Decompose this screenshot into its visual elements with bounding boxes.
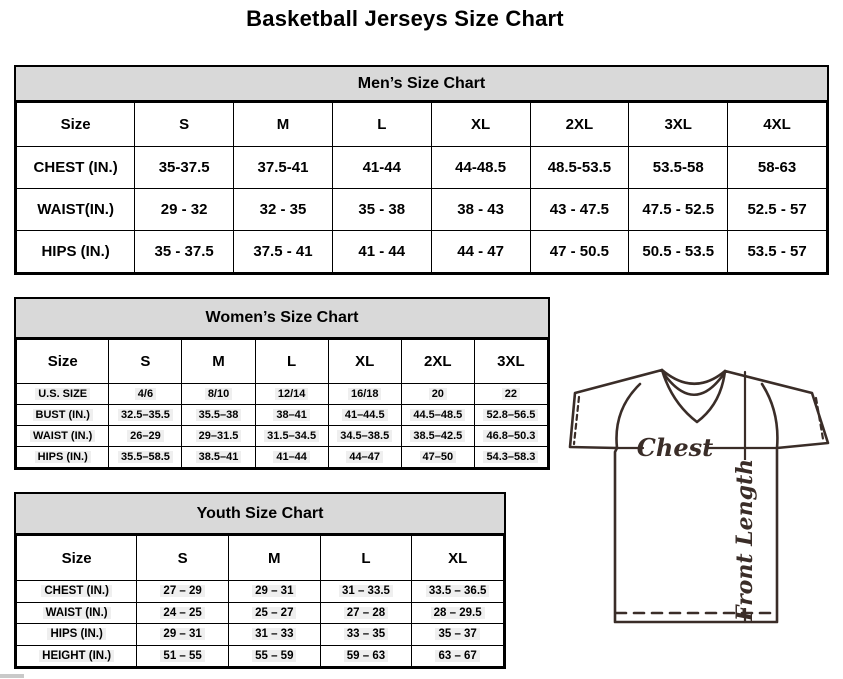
mens-table bbox=[16, 102, 827, 273]
youth-size-value: 55 – 59 bbox=[228, 645, 320, 667]
mens-size-value: 47.5 - 52.5 bbox=[629, 189, 728, 231]
youth-column-header: S bbox=[137, 536, 229, 581]
youth-row-label: CHEST (IN.) bbox=[17, 581, 137, 603]
mens-size-value: 58-63 bbox=[728, 147, 827, 189]
youth-measurement-row bbox=[17, 581, 504, 603]
womens-size-value: 12/14 bbox=[255, 384, 328, 405]
womens-size-value: 38–41 bbox=[255, 405, 328, 426]
womens-size-value: 44–47 bbox=[328, 447, 401, 468]
womens-column-header: L bbox=[255, 340, 328, 384]
front-length-label: Front Length bbox=[732, 458, 758, 622]
youth-measurement-row bbox=[17, 602, 504, 624]
mens-column-header: XL bbox=[431, 103, 530, 147]
womens-chart-title: Women’s Size Chart bbox=[16, 299, 548, 339]
womens-size-value: 34.5–38.5 bbox=[328, 426, 401, 447]
womens-column-header: XL bbox=[328, 340, 401, 384]
mens-size-value: 29 - 32 bbox=[135, 189, 234, 231]
youth-size-value: 35 – 37 bbox=[412, 624, 504, 646]
mens-size-chart bbox=[14, 65, 829, 275]
jersey-measurement-diagram bbox=[556, 360, 842, 642]
youth-size-value: 27 – 28 bbox=[320, 602, 412, 624]
right-cuff-dashed-line bbox=[816, 398, 823, 439]
horizontal-scrollbar-thumb[interactable] bbox=[0, 674, 24, 678]
youth-column-header: XL bbox=[412, 536, 504, 581]
youth-size-value: 59 – 63 bbox=[320, 645, 412, 667]
mens-measurement-row bbox=[17, 147, 827, 189]
womens-row-label: BUST (IN.) bbox=[17, 405, 109, 426]
mens-column-header: L bbox=[332, 103, 431, 147]
mens-size-value: 47 - 50.5 bbox=[530, 231, 629, 273]
youth-size-chart bbox=[14, 492, 506, 669]
mens-size-value: 35-37.5 bbox=[135, 147, 234, 189]
womens-size-value: 41–44 bbox=[255, 447, 328, 468]
womens-column-header: Size bbox=[17, 340, 109, 384]
womens-column-header: 2XL bbox=[401, 340, 474, 384]
mens-row-label: CHEST (IN.) bbox=[17, 147, 135, 189]
youth-column-header: M bbox=[228, 536, 320, 581]
womens-size-value: 46.8–50.3 bbox=[474, 426, 547, 447]
womens-size-value: 35.5–38 bbox=[182, 405, 255, 426]
youth-measurement-row bbox=[17, 624, 504, 646]
mens-column-header: 2XL bbox=[530, 103, 629, 147]
youth-header-row bbox=[17, 536, 504, 581]
womens-size-value: 38.5–41 bbox=[182, 447, 255, 468]
mens-size-value: 48.5-53.5 bbox=[530, 147, 629, 189]
mens-size-value: 37.5-41 bbox=[234, 147, 333, 189]
womens-size-value: 54.3–58.3 bbox=[474, 447, 547, 468]
mens-size-value: 35 - 37.5 bbox=[135, 231, 234, 273]
youth-size-value: 28 – 29.5 bbox=[412, 602, 504, 624]
womens-column-header: M bbox=[182, 340, 255, 384]
youth-table bbox=[16, 535, 504, 667]
womens-size-value: 52.8–56.5 bbox=[474, 405, 547, 426]
mens-size-value: 37.5 - 41 bbox=[234, 231, 333, 273]
womens-size-value: 38.5–42.5 bbox=[401, 426, 474, 447]
womens-size-value: 29–31.5 bbox=[182, 426, 255, 447]
womens-size-value: 35.5–58.5 bbox=[109, 447, 182, 468]
mens-size-value: 52.5 - 57 bbox=[728, 189, 827, 231]
mens-size-value: 41 - 44 bbox=[332, 231, 431, 273]
mens-column-header: 4XL bbox=[728, 103, 827, 147]
youth-size-value: 63 – 67 bbox=[412, 645, 504, 667]
mens-measurement-row bbox=[17, 231, 827, 273]
womens-row-label: HIPS (IN.) bbox=[17, 447, 109, 468]
womens-size-chart bbox=[14, 297, 550, 470]
youth-size-value: 29 – 31 bbox=[228, 581, 320, 603]
mens-chart-title: Men’s Size Chart bbox=[16, 67, 827, 102]
womens-size-value: 22 bbox=[474, 384, 547, 405]
womens-size-value: 31.5–34.5 bbox=[255, 426, 328, 447]
mens-size-value: 41-44 bbox=[332, 147, 431, 189]
mens-size-value: 32 - 35 bbox=[234, 189, 333, 231]
youth-size-value: 33 – 35 bbox=[320, 624, 412, 646]
mens-header-row bbox=[17, 103, 827, 147]
jersey-outline bbox=[570, 370, 828, 622]
youth-column-header: L bbox=[320, 536, 412, 581]
youth-row-label: WAIST (IN.) bbox=[17, 602, 137, 624]
mens-size-value: 38 - 43 bbox=[431, 189, 530, 231]
womens-size-value: 4/6 bbox=[109, 384, 182, 405]
mens-column-header: Size bbox=[17, 103, 135, 147]
mens-column-header: 3XL bbox=[629, 103, 728, 147]
womens-header-row bbox=[17, 340, 548, 384]
womens-size-value: 41–44.5 bbox=[328, 405, 401, 426]
womens-size-value: 47–50 bbox=[401, 447, 474, 468]
womens-column-header: S bbox=[109, 340, 182, 384]
youth-row-label: HEIGHT (IN.) bbox=[17, 645, 137, 667]
womens-size-value: 8/10 bbox=[182, 384, 255, 405]
mens-size-value: 53.5-58 bbox=[629, 147, 728, 189]
womens-measurement-row bbox=[17, 405, 548, 426]
mens-size-value: 43 - 47.5 bbox=[530, 189, 629, 231]
youth-size-value: 51 – 55 bbox=[137, 645, 229, 667]
page-title: Basketball Jerseys Size Chart bbox=[246, 6, 564, 31]
youth-size-value: 31 – 33 bbox=[228, 624, 320, 646]
youth-chart-title: Youth Size Chart bbox=[16, 494, 504, 535]
womens-size-value: 32.5–35.5 bbox=[109, 405, 182, 426]
youth-size-value: 33.5 – 36.5 bbox=[412, 581, 504, 603]
womens-size-value: 44.5–48.5 bbox=[401, 405, 474, 426]
youth-size-value: 27 – 29 bbox=[137, 581, 229, 603]
womens-measurement-row bbox=[17, 384, 548, 405]
youth-column-header: Size bbox=[17, 536, 137, 581]
womens-table bbox=[16, 339, 548, 468]
womens-measurement-row bbox=[17, 426, 548, 447]
youth-size-value: 31 – 33.5 bbox=[320, 581, 412, 603]
youth-size-value: 25 – 27 bbox=[228, 602, 320, 624]
womens-size-value: 26–29 bbox=[109, 426, 182, 447]
mens-size-value: 53.5 - 57 bbox=[728, 231, 827, 273]
youth-size-value: 29 – 31 bbox=[137, 624, 229, 646]
womens-row-label: WAIST (IN.) bbox=[17, 426, 109, 447]
mens-size-value: 35 - 38 bbox=[332, 189, 431, 231]
youth-size-value: 24 – 25 bbox=[137, 602, 229, 624]
womens-size-value: 20 bbox=[401, 384, 474, 405]
womens-column-header: 3XL bbox=[474, 340, 547, 384]
mens-measurement-row bbox=[17, 189, 827, 231]
mens-row-label: HIPS (IN.) bbox=[17, 231, 135, 273]
womens-size-value: 16/18 bbox=[328, 384, 401, 405]
mens-row-label: WAIST(IN.) bbox=[17, 189, 135, 231]
right-armhole-seam bbox=[762, 384, 777, 448]
womens-row-label: U.S. SIZE bbox=[17, 384, 109, 405]
mens-size-value: 44-48.5 bbox=[431, 147, 530, 189]
mens-size-value: 50.5 - 53.5 bbox=[629, 231, 728, 273]
womens-measurement-row bbox=[17, 447, 548, 468]
mens-column-header: S bbox=[135, 103, 234, 147]
mens-column-header: M bbox=[234, 103, 333, 147]
chest-label: Chest bbox=[636, 433, 714, 462]
mens-size-value: 44 - 47 bbox=[431, 231, 530, 273]
youth-row-label: HIPS (IN.) bbox=[17, 624, 137, 646]
youth-measurement-row bbox=[17, 645, 504, 667]
